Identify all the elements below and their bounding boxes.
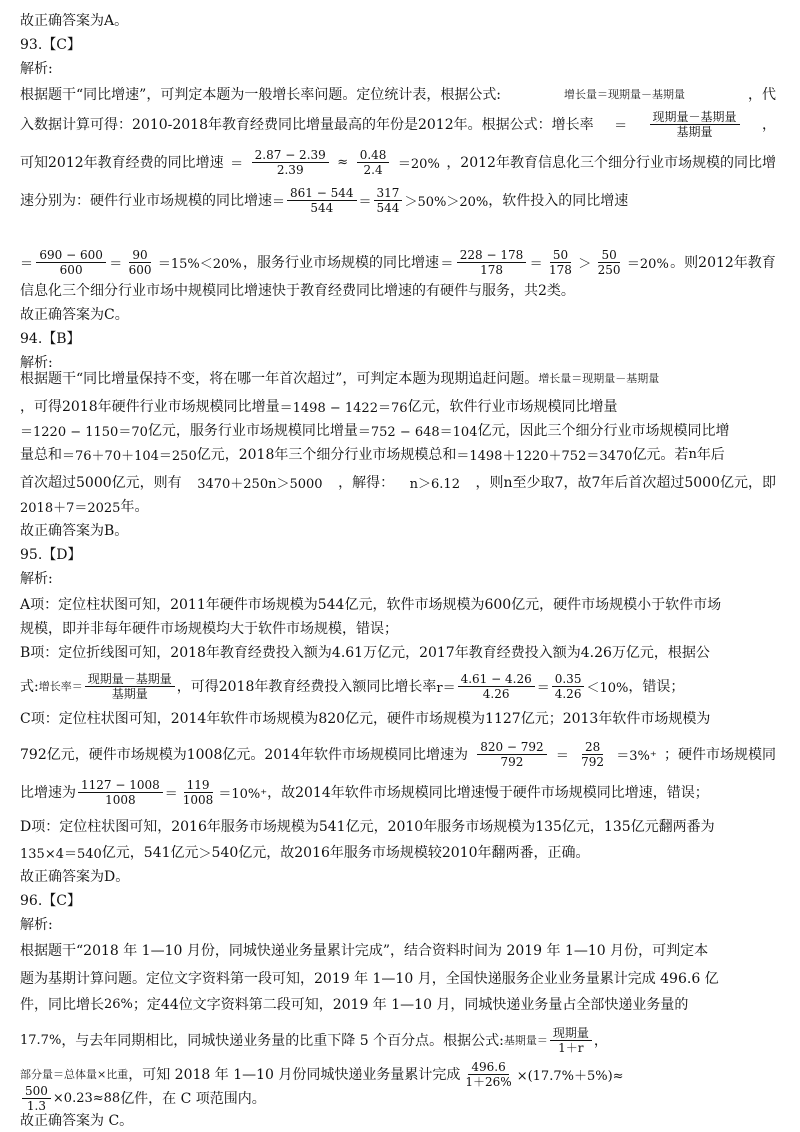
text-run: 亿件，在 C 项范围内。: [120, 1091, 266, 1107]
fraction-denominator: 2.4: [363, 162, 383, 177]
math-expression: ＝: [164, 786, 178, 802]
text-run: 。则2012年教育: [670, 255, 776, 271]
text-line: [20, 544, 776, 564]
fraction-numerator: 690 − 600: [36, 248, 106, 263]
text-run: ，可得2018年教育经费投入额同比增长率: [176, 679, 437, 695]
fraction-numerator: 90: [129, 248, 150, 263]
fraction-denominator: 178: [549, 262, 572, 277]
fraction: [477, 740, 547, 769]
math-expression: 135×4＝540: [20, 846, 102, 862]
fraction: [374, 186, 403, 215]
text-line: [20, 739, 776, 769]
math-expression: 2018＋7＝2025: [20, 500, 121, 516]
fraction: [578, 740, 607, 769]
fraction-numerator: 861 − 544: [287, 186, 357, 201]
fraction: [458, 672, 535, 701]
text-run: C项：定位柱状图可知，2014年软件市场规模为820亿元，硬件市场规模为1127亿元；2013年软件市场规模为: [20, 711, 711, 727]
math-expression: n: [688, 446, 697, 462]
text-line: [20, 568, 776, 588]
math-expression: ＝3%⁺: [616, 748, 657, 764]
fraction: [650, 110, 740, 139]
text-line: [20, 1025, 776, 1055]
text-run: 根据题干“同比增量保持不变，将在哪一年首次超过”，可判定本题为现期追赶问题。: [20, 371, 539, 387]
text-line: [20, 396, 776, 416]
text-line: [20, 496, 776, 516]
text-line: [20, 58, 776, 78]
fraction-denominator: 2.39: [276, 162, 304, 177]
text-line: [20, 594, 776, 614]
fraction-denominator: 792: [581, 754, 605, 769]
text-run: ，服务行业市场规模的同比增速: [243, 255, 440, 271]
fraction: [552, 672, 585, 701]
fraction-denominator: 1008: [105, 792, 136, 807]
text-run: 入数据计算可得：2010-2018年教育经费同比增量最高的年份是2012年。根据公式：增长率: [20, 117, 594, 133]
text-run: 亿元，因此三个细分行业市场规模同比增: [477, 423, 730, 439]
text-run: 速分别为：硬件行业市场规模的同比增速: [20, 193, 272, 209]
fraction-denominator: 792: [500, 754, 524, 769]
math-expression: ＝1498 − 1422＝76: [279, 400, 408, 416]
math-expression: ＝: [109, 256, 123, 272]
fraction-denominator: 1＋26%: [465, 1074, 512, 1089]
text-line: [20, 34, 776, 54]
text-line: [20, 940, 776, 960]
fraction-denominator: 基期量: [111, 686, 148, 701]
fraction-numerator: 0.35: [552, 672, 585, 687]
text-run: 故正确答案为C。: [20, 307, 129, 323]
math-expression: ×0.23≈88: [52, 1090, 121, 1106]
fraction-numerator: 500: [22, 1084, 51, 1099]
fraction-numerator: 0.48: [357, 148, 390, 163]
text-line: [20, 420, 776, 440]
fraction: [595, 248, 624, 277]
text-run: 题为基期计算问题。定位文字资料第一段可知，2019 年 1—10 月，全国快递服务企业业务量累计完成 496.6 亿: [20, 971, 719, 987]
fraction-numerator: 4.61 − 4.26: [458, 672, 535, 687]
text-run: 93.【C】: [20, 37, 81, 53]
text-line: [20, 1083, 776, 1113]
fraction-denominator: 178: [480, 262, 503, 277]
fraction-denominator: 4.26: [554, 686, 582, 701]
math-expression: ＝20%: [626, 256, 669, 272]
text-run: 故正确答案为A。: [20, 13, 129, 29]
text-run: ，2012年教育信息化三个细分行业市场规模的同比增: [446, 155, 776, 171]
text-line: [20, 890, 776, 910]
text-run: 年。: [120, 499, 149, 515]
text-run: 故正确答案为D。: [20, 869, 130, 885]
math-expression: ＜10%: [586, 680, 629, 696]
fraction-denominator: 600: [59, 262, 83, 277]
fraction-numerator: 28: [582, 740, 603, 755]
math-expression: ×(17.7%＋5%)≈: [516, 1068, 624, 1084]
text-run: ，代: [748, 87, 776, 103]
text-run: 信息化三个细分行业市场中规模同比增速快于教育经费同比增速的有硬件与服务，共2类。: [20, 283, 575, 299]
text-run: 根据题干“同比增速”，可判定本题为一般增长率问题。定位统计表，根据公式:: [20, 87, 502, 103]
text-line: [20, 444, 776, 464]
text-line: [20, 520, 776, 540]
fraction-denominator: 250: [597, 262, 621, 277]
math-expression: ＝1498＋1220＋752＝3470: [456, 448, 633, 464]
text-run: 96.【C】: [20, 893, 81, 909]
text-line: [20, 777, 776, 807]
text-run: ，软件投入的同比增速: [488, 193, 629, 209]
math-expression: ＝76＋70＋104＝250: [62, 448, 197, 464]
fraction: [252, 148, 329, 177]
math-expression: ＞: [198, 846, 212, 862]
text-run: ，可得2018年硬件行业市场规模同比增量: [20, 399, 280, 415]
fraction: [457, 248, 527, 277]
text-run: 540亿元，故2016年服务市场规模较2010年翻两番，正确。: [211, 845, 590, 861]
text-line: [20, 147, 776, 177]
text-line: [20, 280, 776, 300]
fraction: [126, 248, 155, 277]
text-line: [20, 1110, 776, 1130]
math-expression: 26%: [104, 996, 133, 1012]
text-line: [20, 185, 776, 215]
math-expression: ＝: [536, 680, 550, 696]
text-run: ，: [761, 117, 776, 133]
text-line: [20, 866, 776, 886]
text-run: D项：定位柱状图可知，2016年服务市场规模为541亿元，2010年服务市场规模为135亿元，135亿元翻两番为: [20, 819, 715, 835]
math-expression: 17.7%: [20, 1032, 62, 1048]
text-run: A项：定位柱状图可知，2011年硬件市场规模为544亿元，软件市场规模为600亿元，硬件市场规模小于软件市场: [20, 597, 722, 613]
text-run: ，: [593, 1033, 608, 1049]
text-run: 解析:: [20, 355, 53, 371]
math-expression: n＞6.12: [409, 476, 460, 492]
math-expression: ＝: [358, 194, 372, 210]
text-run: ；定44位文字资料第二段可知，2019 年 1—10 月，同城快递业务量占全部快递业务量的: [132, 997, 689, 1013]
text-line: [20, 109, 776, 139]
fraction-numerator: 现期量－基期量: [85, 672, 175, 687]
fraction-numerator: 496.6: [468, 1060, 508, 1075]
fraction: [287, 186, 357, 215]
text-run: 规模，即并非每年硬件市场规模均大于软件市场规模，错误；: [20, 621, 398, 637]
fraction-denominator: 4.26: [482, 686, 510, 701]
text-line: [20, 968, 776, 988]
text-run: 亿元。若: [632, 447, 689, 463]
text-run: 解析:: [20, 917, 53, 933]
text-line: [20, 994, 776, 1014]
math-expression: 3470＋250n＞5000: [197, 476, 323, 492]
fraction-denominator: 544: [376, 200, 400, 215]
fraction: [180, 778, 217, 807]
math-expression: 增长量＝现期量－基期量: [564, 88, 686, 101]
text-line: [20, 304, 776, 324]
fraction-numerator: 317: [374, 186, 403, 201]
math-expression: ＝752 − 648＝104: [357, 424, 478, 440]
math-expression: ＝: [230, 156, 244, 172]
math-expression: ＝20%: [397, 156, 440, 172]
math-expression: 增长量＝现期量－基期量: [538, 372, 660, 385]
fraction: [36, 248, 106, 277]
math-expression: ＝: [555, 748, 569, 764]
fraction-numerator: 50: [598, 248, 619, 263]
math-expression: ＝: [440, 256, 454, 272]
text-run: 件，同比增长: [20, 997, 104, 1013]
text-run: 亿元，软件行业市场规模同比增量: [407, 399, 618, 415]
text-run: 解析:: [20, 571, 53, 587]
math-expression: ＞50%＞20%: [404, 194, 489, 210]
text-run: ，与去年同期相比，同城快递业务量的比重下降 5 个百分点。根据公式:: [61, 1033, 504, 1049]
text-line: [20, 842, 776, 862]
text-run: 式:: [20, 679, 39, 695]
text-line: [20, 671, 776, 701]
fraction-denominator: 544: [310, 200, 334, 215]
text-run: ，故2014年软件市场规模同比增速慢于硬件市场规模同比增速，错误；: [267, 785, 709, 801]
fraction: [550, 1026, 592, 1055]
fraction-numerator: 119: [184, 778, 213, 793]
math-expression: 基期量＝: [503, 1034, 548, 1047]
fraction: [78, 778, 163, 807]
text-run: 亿元，2018年三个细分行业市场规模总和: [196, 447, 457, 463]
text-run: ，解得：: [338, 475, 395, 491]
text-run: 解析:: [20, 61, 53, 77]
text-run: 故正确答案为 C。: [20, 1113, 134, 1129]
text-run: 故正确答案为B。: [20, 523, 129, 539]
fraction-denominator: 基期量: [676, 124, 713, 139]
fraction-denominator: 1.3: [26, 1098, 46, 1113]
text-line: [20, 708, 776, 728]
fraction-numerator: 现期量－基期量: [650, 110, 740, 125]
text-line: [20, 84, 776, 104]
text-run: 95.【D】: [20, 547, 82, 563]
math-expression: ＝: [20, 256, 34, 272]
math-expression: ＞: [578, 256, 592, 272]
fraction-numerator: 2.87 − 2.39: [252, 148, 329, 163]
text-run: 亿元，541亿元: [101, 845, 199, 861]
text-run: 亿元，服务行业市场规模同比增量: [147, 423, 358, 439]
fraction-denominator: 600: [128, 262, 152, 277]
text-run: 量总和: [20, 447, 62, 463]
text-run: B项：定位折线图可知，2018年教育经费投入额为4.61万亿元，2017年教育经费投入额为4.26万亿元，根据公: [20, 645, 710, 661]
math-expression: ＝: [614, 118, 628, 134]
text-line: [20, 1059, 776, 1089]
math-expression: ＝: [529, 256, 543, 272]
text-line: [20, 368, 776, 388]
text-line: [20, 816, 776, 836]
fraction-denominator: 1008: [182, 792, 214, 807]
text-run: ；硬件市场规模同: [664, 747, 776, 763]
math-expression: r＝: [436, 680, 456, 696]
text-line: [20, 642, 776, 662]
text-line: [20, 618, 776, 638]
text-run: 94.【B】: [20, 331, 81, 347]
fraction-numerator: 820 − 792: [477, 740, 547, 755]
math-expression: 增长率＝: [38, 680, 83, 693]
fraction: [22, 1084, 51, 1113]
math-expression: ＝10%⁺: [218, 786, 268, 802]
fraction-numerator: 228 − 178: [457, 248, 527, 263]
fraction-numerator: 50: [550, 248, 571, 263]
text-run: 比增速为: [20, 785, 76, 801]
text-run: 792亿元，硬件市场规模为1008亿元。2014年软件市场规模同比增速为: [20, 747, 468, 763]
math-expression: ≈: [337, 154, 349, 170]
fraction-numerator: 1127 − 1008: [78, 778, 163, 793]
text-run: 首次超过5000亿元，则有: [20, 475, 182, 491]
text-line: [20, 10, 776, 30]
text-run: 可知2012年教育经费的同比增速: [20, 155, 224, 171]
text-run: ，可知 2018 年 1—10 月份同城快递业务量累计完成: [128, 1067, 461, 1083]
fraction: [357, 148, 390, 177]
text-line: [20, 472, 776, 492]
fraction: [462, 1060, 514, 1089]
fraction: [85, 672, 175, 701]
text-run: 根据题干“2018 年 1—10 月份，同城快递业务量累计完成”，结合资料时间为 2019 年 1—10 月份，可判定本: [20, 943, 709, 959]
fraction: [546, 248, 575, 277]
fraction-numerator: 现期量: [550, 1026, 592, 1041]
math-expression: ＝1220 − 1150＝70: [20, 424, 148, 440]
text-line: [20, 328, 776, 348]
text-run: 年后: [696, 447, 725, 463]
math-expression: 部分量＝总体量×比重: [20, 1068, 129, 1081]
fraction-denominator: 1＋r: [558, 1040, 584, 1055]
text-run: ，则n至少取7，故7年后首次超过5000亿元，即: [475, 475, 776, 491]
text-line: [20, 914, 776, 934]
text-run: ，错误；: [628, 679, 685, 695]
text-line: [20, 247, 776, 277]
math-expression: ＝15%＜20%: [157, 256, 242, 272]
math-expression: ＝: [272, 194, 286, 210]
